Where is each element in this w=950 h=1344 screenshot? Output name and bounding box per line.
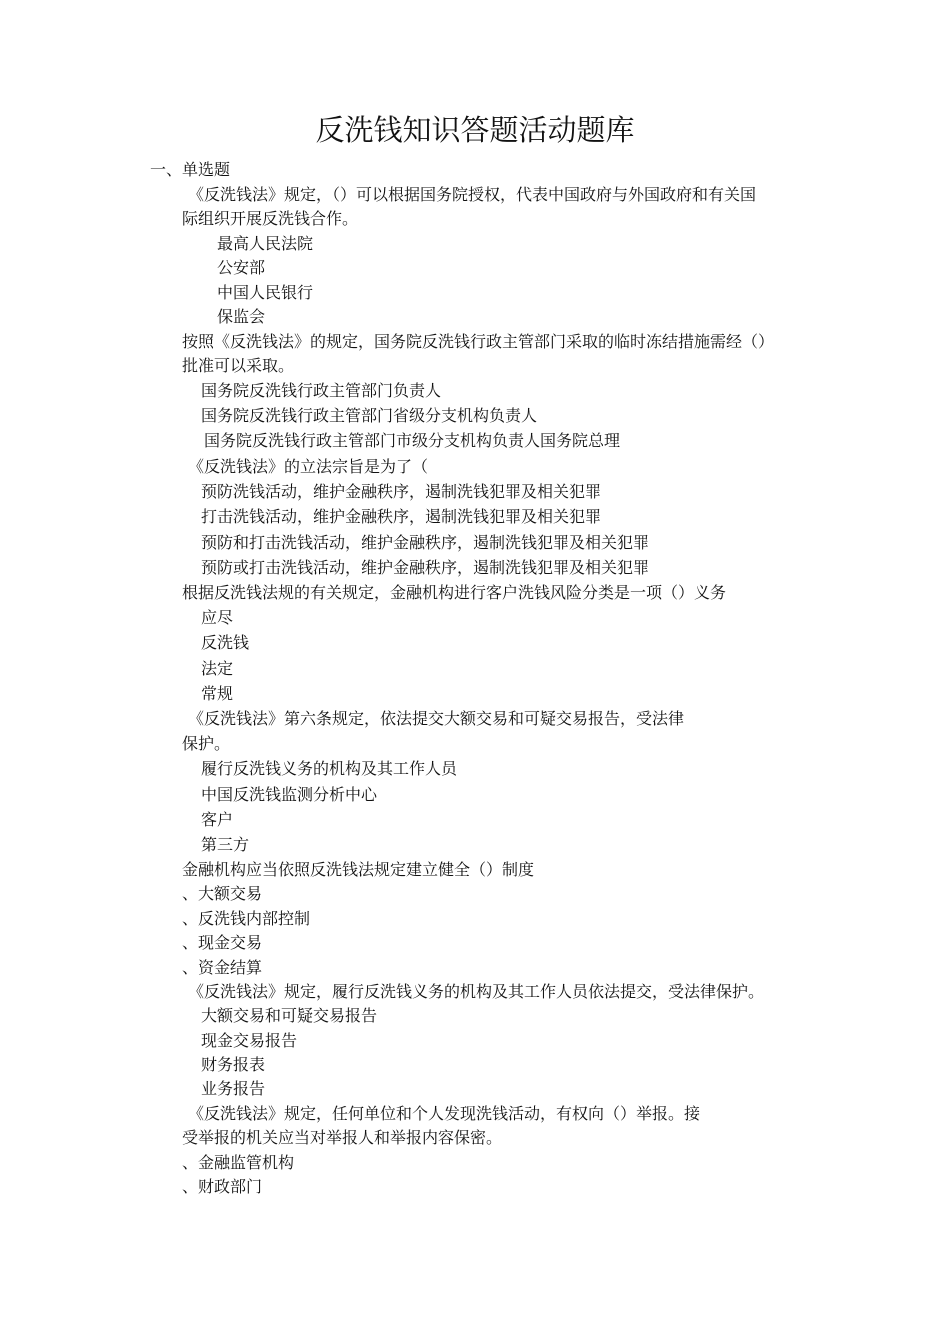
q2-option: 国务院反洗钱行政主管部门市级分支机构负责人国务院总理 [204,431,621,450]
q1-option: 公安部 [217,258,266,277]
q3-stem: 《反洗钱法》的立法宗旨是为了（ [188,457,429,476]
q7-option: 业务报告 [201,1079,266,1098]
q6-stem: 金融机构应当依照反洗钱法规定建立健全（）制度 [182,860,535,879]
q7-option: 现金交易报告 [201,1031,298,1050]
q2-option: 国务院反洗钱行政主管部门负责人 [201,381,442,400]
q1-stem-line1: 《反洗钱法》规定，（）可以根据国务院授权，代表中国政府与外国政府和有关国 [188,185,757,204]
q4-option: 常规 [201,684,234,703]
q7-stem: 《反洗钱法》规定，履行反洗钱义务的机构及其工作人员依法提交，受法律保护。 [188,982,765,1001]
q5-stem-line1: 《反洗钱法》第六条规定，依法提交大额交易和可疑交易报告，受法律 [188,709,685,728]
q1-option: 最高人民法院 [217,234,314,253]
q2-stem-line1: 按照《反洗钱法》的规定，国务院反洗钱行政主管部门采取的临时冻结措施需经（） [182,332,775,351]
q6-option: 、现金交易 [182,933,263,952]
q1-option: 保监会 [217,307,266,326]
q6-option: 、反洗钱内部控制 [182,909,311,928]
q5-option: 第三方 [201,835,250,854]
q4-option: 反洗钱 [201,633,250,652]
q4-stem: 根据反洗钱法规的有关规定，金融机构进行客户洗钱风险分类是一项（）义务 [182,583,727,602]
q4-option: 应尽 [201,608,234,627]
q1-option: 中国人民银行 [217,283,314,302]
document-title: 反洗钱知识答题活动题库 [315,113,635,147]
q6-option: 、资金结算 [182,958,263,977]
q5-option: 中国反洗钱监测分析中心 [201,785,378,804]
q6-option: 、大额交易 [182,884,263,903]
q8-option: 、财政部门 [182,1177,263,1196]
q3-option: 预防和打击洗钱活动，维护金融秩序，遏制洗钱犯罪及相关犯罪 [201,533,650,552]
q5-stem-line2: 保护。 [182,734,231,753]
q4-option: 法定 [201,659,234,678]
q7-option: 财务报表 [201,1055,266,1074]
q2-stem-line2: 批准可以采取。 [182,356,295,375]
q2-option: 国务院反洗钱行政主管部门省级分支机构负责人 [201,406,538,425]
q1-stem-line2: 际组织开展反洗钱合作。 [182,209,359,228]
q7-option: 大额交易和可疑交易报告 [201,1006,378,1025]
q8-stem-line1: 《反洗钱法》规定，任何单位和个人发现洗钱活动，有权向（）举报。接 [188,1104,701,1123]
q3-option: 打击洗钱活动，维护金融秩序，遏制洗钱犯罪及相关犯罪 [201,507,602,526]
q5-option: 客户 [201,810,234,829]
section-heading: 一、单选题 [150,160,231,179]
q5-option: 履行反洗钱义务的机构及其工作人员 [201,759,458,778]
q3-option: 预防或打击洗钱活动，维护金融秩序，遏制洗钱犯罪及相关犯罪 [201,558,650,577]
q3-option: 预防洗钱活动，维护金融秩序，遏制洗钱犯罪及相关犯罪 [201,482,602,501]
q8-stem-line2: 受举报的机关应当对举报人和举报内容保密。 [182,1128,503,1147]
q8-option: 、金融监管机构 [182,1153,295,1172]
